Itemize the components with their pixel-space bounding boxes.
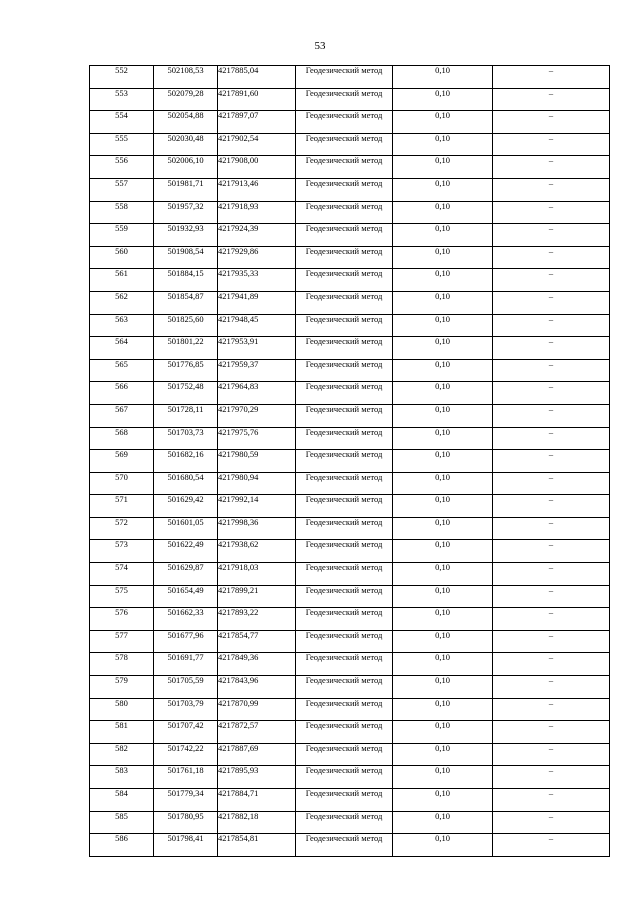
table-row [90, 291, 610, 314]
description-cell: – [493, 314, 610, 337]
method-cell: Геодезический метод [296, 269, 393, 292]
method-cell: Геодезический метод [296, 721, 393, 744]
x-coordinate-cell: 501662,33 [154, 608, 218, 631]
coordinates-table-body [90, 66, 610, 857]
description-cell: – [493, 66, 610, 89]
description-cell: – [493, 585, 610, 608]
description-cell: – [493, 404, 610, 427]
point-number-cell: 557 [90, 178, 154, 201]
x-coordinate-cell: 501707,42 [154, 721, 218, 744]
description-cell: – [493, 743, 610, 766]
x-coordinate-cell: 502079,28 [154, 88, 218, 111]
accuracy-cell: 0,10 [393, 698, 493, 721]
y-coordinate-cell: 4217970,29 [218, 404, 296, 427]
accuracy-cell: 0,10 [393, 540, 493, 563]
x-coordinate-cell: 501854,87 [154, 291, 218, 314]
description-cell: – [493, 178, 610, 201]
y-coordinate-cell: 4217882,18 [218, 811, 296, 834]
x-coordinate-cell: 501981,71 [154, 178, 218, 201]
point-number-cell: 553 [90, 88, 154, 111]
accuracy-cell: 0,10 [393, 404, 493, 427]
method-cell: Геодезический метод [296, 743, 393, 766]
method-cell: Геодезический метод [296, 178, 393, 201]
table-row [90, 337, 610, 360]
description-cell: – [493, 427, 610, 450]
method-cell: Геодезический метод [296, 563, 393, 586]
coordinates-table [89, 65, 610, 857]
x-coordinate-cell: 501884,15 [154, 269, 218, 292]
table-row [90, 834, 610, 857]
method-cell: Геодезический метод [296, 337, 393, 360]
description-cell: – [493, 766, 610, 789]
table-row [90, 156, 610, 179]
y-coordinate-cell: 4217935,33 [218, 269, 296, 292]
point-number-cell: 566 [90, 382, 154, 405]
page-number: 53 [314, 40, 326, 52]
table-row [90, 698, 610, 721]
x-coordinate-cell: 501742,22 [154, 743, 218, 766]
table-row [90, 111, 610, 134]
y-coordinate-cell: 4217992,14 [218, 495, 296, 518]
x-coordinate-cell: 502030,48 [154, 133, 218, 156]
accuracy-cell: 0,10 [393, 743, 493, 766]
point-number-cell: 565 [90, 359, 154, 382]
method-cell: Геодезический метод [296, 811, 393, 834]
method-cell: Геодезический метод [296, 766, 393, 789]
point-number-cell: 578 [90, 653, 154, 676]
x-coordinate-cell: 501691,77 [154, 653, 218, 676]
point-number-cell: 583 [90, 766, 154, 789]
y-coordinate-cell: 4217913,46 [218, 178, 296, 201]
y-coordinate-cell: 4217953,91 [218, 337, 296, 360]
method-cell: Геодезический метод [296, 291, 393, 314]
point-number-cell: 569 [90, 450, 154, 473]
table-row [90, 269, 610, 292]
point-number-cell: 574 [90, 563, 154, 586]
x-coordinate-cell: 501752,48 [154, 382, 218, 405]
y-coordinate-cell: 4217941,89 [218, 291, 296, 314]
table-row [90, 246, 610, 269]
x-coordinate-cell: 501908,54 [154, 246, 218, 269]
table-row [90, 653, 610, 676]
description-cell: – [493, 269, 610, 292]
table-row [90, 66, 610, 89]
accuracy-cell: 0,10 [393, 811, 493, 834]
accuracy-cell: 0,10 [393, 156, 493, 179]
table-row [90, 427, 610, 450]
description-cell: – [493, 721, 610, 744]
point-number-cell: 554 [90, 111, 154, 134]
y-coordinate-cell: 4217870,99 [218, 698, 296, 721]
table-row [90, 608, 610, 631]
accuracy-cell: 0,10 [393, 789, 493, 812]
point-number-cell: 563 [90, 314, 154, 337]
y-coordinate-cell: 4217929,86 [218, 246, 296, 269]
accuracy-cell: 0,10 [393, 585, 493, 608]
description-cell: – [493, 653, 610, 676]
description-cell: – [493, 246, 610, 269]
x-coordinate-cell: 502054,88 [154, 111, 218, 134]
table-row [90, 789, 610, 812]
description-cell: – [493, 111, 610, 134]
table-row [90, 382, 610, 405]
method-cell: Геодезический метод [296, 517, 393, 540]
x-coordinate-cell: 501682,16 [154, 450, 218, 473]
point-number-cell: 560 [90, 246, 154, 269]
accuracy-cell: 0,10 [393, 721, 493, 744]
x-coordinate-cell: 501629,87 [154, 563, 218, 586]
method-cell: Геодезический метод [296, 133, 393, 156]
point-number-cell: 562 [90, 291, 154, 314]
x-coordinate-cell: 501779,34 [154, 789, 218, 812]
y-coordinate-cell: 4217884,71 [218, 789, 296, 812]
x-coordinate-cell: 501776,85 [154, 359, 218, 382]
description-cell: – [493, 133, 610, 156]
method-cell: Геодезический метод [296, 246, 393, 269]
table-row [90, 585, 610, 608]
x-coordinate-cell: 502006,10 [154, 156, 218, 179]
accuracy-cell: 0,10 [393, 291, 493, 314]
point-number-cell: 559 [90, 224, 154, 247]
y-coordinate-cell: 4217980,59 [218, 450, 296, 473]
method-cell: Геодезический метод [296, 66, 393, 89]
method-cell: Геодезический метод [296, 540, 393, 563]
point-number-cell: 575 [90, 585, 154, 608]
table-row [90, 224, 610, 247]
accuracy-cell: 0,10 [393, 563, 493, 586]
point-number-cell: 581 [90, 721, 154, 744]
x-coordinate-cell: 501703,73 [154, 427, 218, 450]
y-coordinate-cell: 4217872,57 [218, 721, 296, 744]
table-row [90, 314, 610, 337]
x-coordinate-cell: 501780,95 [154, 811, 218, 834]
y-coordinate-cell: 4217854,81 [218, 834, 296, 857]
method-cell: Геодезический метод [296, 834, 393, 857]
y-coordinate-cell: 4217938,62 [218, 540, 296, 563]
description-cell: – [493, 450, 610, 473]
description-cell: – [493, 811, 610, 834]
description-cell: – [493, 608, 610, 631]
accuracy-cell: 0,10 [393, 88, 493, 111]
y-coordinate-cell: 4217843,96 [218, 676, 296, 699]
method-cell: Геодезический метод [296, 404, 393, 427]
description-cell: – [493, 517, 610, 540]
table-row [90, 517, 610, 540]
point-number-cell: 567 [90, 404, 154, 427]
method-cell: Геодезический метод [296, 156, 393, 179]
accuracy-cell: 0,10 [393, 382, 493, 405]
y-coordinate-cell: 4217897,07 [218, 111, 296, 134]
x-coordinate-cell: 501728,11 [154, 404, 218, 427]
accuracy-cell: 0,10 [393, 653, 493, 676]
method-cell: Геодезический метод [296, 653, 393, 676]
point-number-cell: 561 [90, 269, 154, 292]
x-coordinate-cell: 501801,22 [154, 337, 218, 360]
point-number-cell: 576 [90, 608, 154, 631]
point-number-cell: 579 [90, 676, 154, 699]
accuracy-cell: 0,10 [393, 224, 493, 247]
point-number-cell: 577 [90, 630, 154, 653]
accuracy-cell: 0,10 [393, 133, 493, 156]
accuracy-cell: 0,10 [393, 246, 493, 269]
y-coordinate-cell: 4217918,93 [218, 201, 296, 224]
point-number-cell: 580 [90, 698, 154, 721]
table-row [90, 133, 610, 156]
y-coordinate-cell: 4217964,83 [218, 382, 296, 405]
method-cell: Геодезический метод [296, 450, 393, 473]
point-number-cell: 555 [90, 133, 154, 156]
method-cell: Геодезический метод [296, 630, 393, 653]
accuracy-cell: 0,10 [393, 314, 493, 337]
y-coordinate-cell: 4217980,94 [218, 472, 296, 495]
table-row [90, 178, 610, 201]
accuracy-cell: 0,10 [393, 676, 493, 699]
accuracy-cell: 0,10 [393, 630, 493, 653]
table-row [90, 721, 610, 744]
x-coordinate-cell: 501703,79 [154, 698, 218, 721]
y-coordinate-cell: 4217998,36 [218, 517, 296, 540]
y-coordinate-cell: 4217885,04 [218, 66, 296, 89]
x-coordinate-cell: 501654,49 [154, 585, 218, 608]
x-coordinate-cell: 501705,59 [154, 676, 218, 699]
table-row [90, 495, 610, 518]
point-number-cell: 586 [90, 834, 154, 857]
point-number-cell: 572 [90, 517, 154, 540]
description-cell: – [493, 224, 610, 247]
description-cell: – [493, 359, 610, 382]
method-cell: Геодезический метод [296, 676, 393, 699]
accuracy-cell: 0,10 [393, 66, 493, 89]
description-cell: – [493, 382, 610, 405]
point-number-cell: 570 [90, 472, 154, 495]
table-row [90, 676, 610, 699]
point-number-cell: 556 [90, 156, 154, 179]
point-number-cell: 552 [90, 66, 154, 89]
table-row [90, 540, 610, 563]
y-coordinate-cell: 4217893,22 [218, 608, 296, 631]
method-cell: Геодезический метод [296, 585, 393, 608]
table-row [90, 450, 610, 473]
description-cell: – [493, 495, 610, 518]
x-coordinate-cell: 501601,05 [154, 517, 218, 540]
table-row [90, 201, 610, 224]
method-cell: Геодезический метод [296, 698, 393, 721]
y-coordinate-cell: 4217891,60 [218, 88, 296, 111]
y-coordinate-cell: 4217895,93 [218, 766, 296, 789]
accuracy-cell: 0,10 [393, 472, 493, 495]
y-coordinate-cell: 4217902,54 [218, 133, 296, 156]
table-row [90, 630, 610, 653]
method-cell: Геодезический метод [296, 495, 393, 518]
y-coordinate-cell: 4217948,45 [218, 314, 296, 337]
table-row [90, 811, 610, 834]
table-row [90, 563, 610, 586]
method-cell: Геодезический метод [296, 314, 393, 337]
accuracy-cell: 0,10 [393, 427, 493, 450]
description-cell: – [493, 789, 610, 812]
method-cell: Геодезический метод [296, 111, 393, 134]
description-cell: – [493, 834, 610, 857]
point-number-cell: 558 [90, 201, 154, 224]
y-coordinate-cell: 4217854,77 [218, 630, 296, 653]
accuracy-cell: 0,10 [393, 517, 493, 540]
x-coordinate-cell: 501622,49 [154, 540, 218, 563]
y-coordinate-cell: 4217918,03 [218, 563, 296, 586]
description-cell: – [493, 291, 610, 314]
method-cell: Геодезический метод [296, 789, 393, 812]
table-row [90, 404, 610, 427]
description-cell: – [493, 630, 610, 653]
point-number-cell: 584 [90, 789, 154, 812]
description-cell: – [493, 337, 610, 360]
description-cell: – [493, 156, 610, 179]
point-number-cell: 582 [90, 743, 154, 766]
method-cell: Геодезический метод [296, 88, 393, 111]
x-coordinate-cell: 501680,54 [154, 472, 218, 495]
y-coordinate-cell: 4217959,37 [218, 359, 296, 382]
point-number-cell: 585 [90, 811, 154, 834]
x-coordinate-cell: 502108,53 [154, 66, 218, 89]
description-cell: – [493, 201, 610, 224]
description-cell: – [493, 472, 610, 495]
method-cell: Геодезический метод [296, 359, 393, 382]
table-row [90, 743, 610, 766]
description-cell: – [493, 698, 610, 721]
x-coordinate-cell: 501798,41 [154, 834, 218, 857]
point-number-cell: 564 [90, 337, 154, 360]
table-row [90, 88, 610, 111]
x-coordinate-cell: 501677,96 [154, 630, 218, 653]
x-coordinate-cell: 501825,60 [154, 314, 218, 337]
point-number-cell: 568 [90, 427, 154, 450]
accuracy-cell: 0,10 [393, 201, 493, 224]
accuracy-cell: 0,10 [393, 834, 493, 857]
method-cell: Геодезический метод [296, 201, 393, 224]
y-coordinate-cell: 4217908,00 [218, 156, 296, 179]
method-cell: Геодезический метод [296, 382, 393, 405]
point-number-cell: 573 [90, 540, 154, 563]
accuracy-cell: 0,10 [393, 766, 493, 789]
accuracy-cell: 0,10 [393, 337, 493, 360]
method-cell: Геодезический метод [296, 608, 393, 631]
accuracy-cell: 0,10 [393, 269, 493, 292]
method-cell: Геодезический метод [296, 427, 393, 450]
accuracy-cell: 0,10 [393, 495, 493, 518]
y-coordinate-cell: 4217887,69 [218, 743, 296, 766]
y-coordinate-cell: 4217849,36 [218, 653, 296, 676]
x-coordinate-cell: 501629,42 [154, 495, 218, 518]
x-coordinate-cell: 501932,93 [154, 224, 218, 247]
accuracy-cell: 0,10 [393, 450, 493, 473]
x-coordinate-cell: 501957,32 [154, 201, 218, 224]
accuracy-cell: 0,10 [393, 111, 493, 134]
description-cell: – [493, 563, 610, 586]
table-row [90, 472, 610, 495]
description-cell: – [493, 88, 610, 111]
y-coordinate-cell: 4217899,21 [218, 585, 296, 608]
table-row [90, 766, 610, 789]
description-cell: – [493, 540, 610, 563]
table-row [90, 359, 610, 382]
accuracy-cell: 0,10 [393, 608, 493, 631]
y-coordinate-cell: 4217924,39 [218, 224, 296, 247]
accuracy-cell: 0,10 [393, 359, 493, 382]
method-cell: Геодезический метод [296, 224, 393, 247]
description-cell: – [493, 676, 610, 699]
y-coordinate-cell: 4217975,76 [218, 427, 296, 450]
x-coordinate-cell: 501761,18 [154, 766, 218, 789]
method-cell: Геодезический метод [296, 472, 393, 495]
accuracy-cell: 0,10 [393, 178, 493, 201]
point-number-cell: 571 [90, 495, 154, 518]
